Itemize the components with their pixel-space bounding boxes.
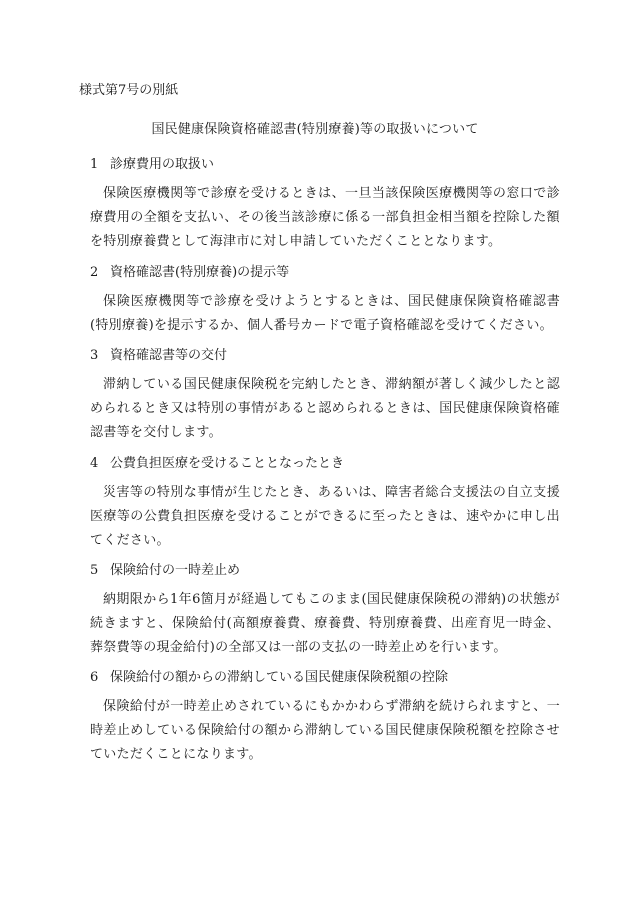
section-number: 3 xyxy=(90,348,99,363)
section-2 xyxy=(90,264,560,338)
section-3 xyxy=(90,347,560,445)
section-heading xyxy=(90,347,560,365)
section-number: 5 xyxy=(90,563,99,578)
section-heading xyxy=(90,562,560,580)
section-number: 1 xyxy=(90,157,99,172)
section-5 xyxy=(90,562,560,660)
form-label: 様式第7号の別紙 xyxy=(79,83,179,98)
section-number: 2 xyxy=(90,265,99,280)
section-body: 保険医療機関等で診療を受けようとするときは、国民健康保険資格確認書(特別療養)を提示するか、個人番号カードで電子資格確認を受けてください。 xyxy=(90,294,560,333)
section-heading-text: 資格確認書等の交付 xyxy=(110,348,228,363)
section-body: 災害等の特別な事情が生じたとき、あるいは、障害者総合支援法の自立支援医療等の公費負担医療を受けることができるに至ったときは、速やかに申し出てください。 xyxy=(90,485,560,548)
section-heading xyxy=(90,264,560,282)
section-1 xyxy=(90,156,560,254)
section-6 xyxy=(90,669,560,767)
section-heading-text: 資格確認書(特別療養)の提示等 xyxy=(110,265,290,280)
section-body: 保険医療機関等で診療を受けるときは、一旦当該保険医療機関等の窓口で診療費用の全額を支払い、その後当該診療に係る一部負担金相当額を控除した額を特別療養費として海津市に対し申請していただくこととなります。 xyxy=(90,186,560,249)
section-heading-text: 保険給付の額からの滞納している国民健康保険税額の控除 xyxy=(110,670,449,685)
section-number: 6 xyxy=(90,670,99,685)
section-body: 納期限から1年6箇月が経過してもこのまま(国民健康保険税の滞納)の状態が続きますと、保険給付(高額療養費、療養費、特別療養費、出産育児一時金、葬祭費等の現金給付)の全部又は一部の支払の一時差止めを行います。 xyxy=(90,592,560,655)
section-body: 滞納している国民健康保険税を完納したとき、滞納額が著しく減少したと認められるとき又は特別の事情があると認められるときは、国民健康保険資格確認書等を交付します。 xyxy=(90,377,560,440)
section-4 xyxy=(90,455,560,553)
section-heading xyxy=(90,669,560,687)
document-title: 国民健康保険資格確認書(特別療養)等の取扱いについて xyxy=(151,122,479,137)
section-heading xyxy=(90,156,560,174)
section-heading-text: 診療費用の取扱い xyxy=(110,157,215,172)
section-heading-text: 保険給付の一時差止め xyxy=(110,563,241,578)
section-heading xyxy=(90,455,560,473)
section-number: 4 xyxy=(90,456,99,471)
section-body: 保険給付が一時差止めされているにもかかわらず滞納を続けられますと、一時差止めしている保険給付の額から滞納している国民健康保険税額を控除させていただくことになります。 xyxy=(90,699,560,762)
section-heading-text: 公費負担医療を受けることとなったとき xyxy=(110,456,345,471)
